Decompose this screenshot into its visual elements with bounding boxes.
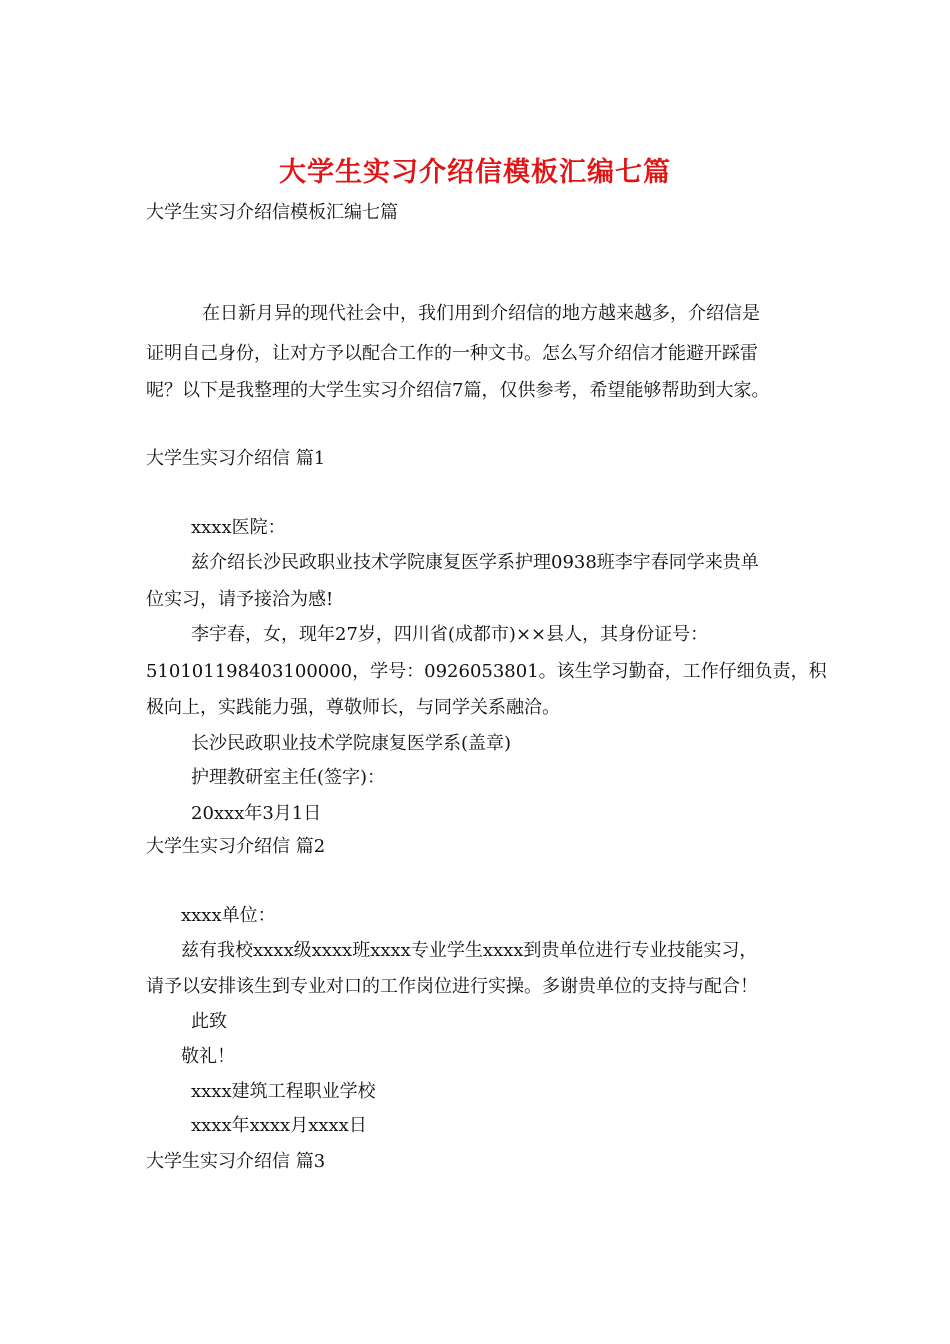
section-1-body-line-5: 极向上，实践能力强，尊敬师长，与同学关系融洽。 <box>146 697 560 718</box>
section-2-signature: xxxx建筑工程职业学校 <box>191 1081 376 1102</box>
document-subtitle: 大学生实习介绍信模板汇编七篇 <box>146 202 398 223</box>
section-2-closing-1: 此致 <box>191 1011 227 1032</box>
section-1-body-line-1: 兹介绍长沙民政职业技术学院康复医学系护理0938班李宇春同学来贵单 <box>191 552 759 573</box>
section-1-date: 20xxx年3月1日 <box>191 803 322 824</box>
section-1-signature: 长沙民政职业技术学院康复医学系(盖章) <box>191 733 512 754</box>
section-1-body-line-3: 李宇春，女，现年27岁，四川省(成都市)××县人，其身份证号： <box>191 624 709 645</box>
section-3-heading: 大学生实习介绍信 篇3 <box>146 1151 326 1172</box>
section-2-heading: 大学生实习介绍信 篇2 <box>146 836 326 857</box>
section-1-body-line-2: 位实习，请予接洽为感! <box>146 589 334 610</box>
section-2-date: xxxx年xxxx月xxxx日 <box>191 1115 367 1136</box>
section-1-recipient: xxxx医院： <box>191 517 286 538</box>
intro-line-2: 证明自己身份，让对方予以配合工作的一种文书。怎么写介绍信才能避开踩雷 <box>146 343 758 364</box>
section-2-recipient: xxxx单位： <box>181 905 276 926</box>
intro-line-3: 呢？以下是我整理的大学生实习介绍信7篇，仅供参考，希望能够帮助到大家。 <box>146 380 770 401</box>
section-1-signer: 护理教研室主任(签字)： <box>191 767 386 788</box>
section-1-body-line-4: 510101198403100000，学号：0926053801。该生学习勤奋，工作仔细负责，积 <box>146 661 827 682</box>
section-1-heading: 大学生实习介绍信 篇1 <box>146 448 326 469</box>
intro-line-1: 在日新月异的现代社会中，我们用到介绍信的地方越来越多，介绍信是 <box>202 303 760 324</box>
document-title: 大学生实习介绍信模板汇编七篇 <box>279 157 671 188</box>
section-2-closing-2: 敬礼！ <box>181 1046 235 1067</box>
section-2-body-line-2: 请予以安排该生到专业对口的工作岗位进行实操。多谢贵单位的支持与配合！ <box>146 976 758 997</box>
section-2-body-line-1: 兹有我校xxxx级xxxx班xxxx专业学生xxxx到贵单位进行专业技能实习， <box>181 940 758 961</box>
